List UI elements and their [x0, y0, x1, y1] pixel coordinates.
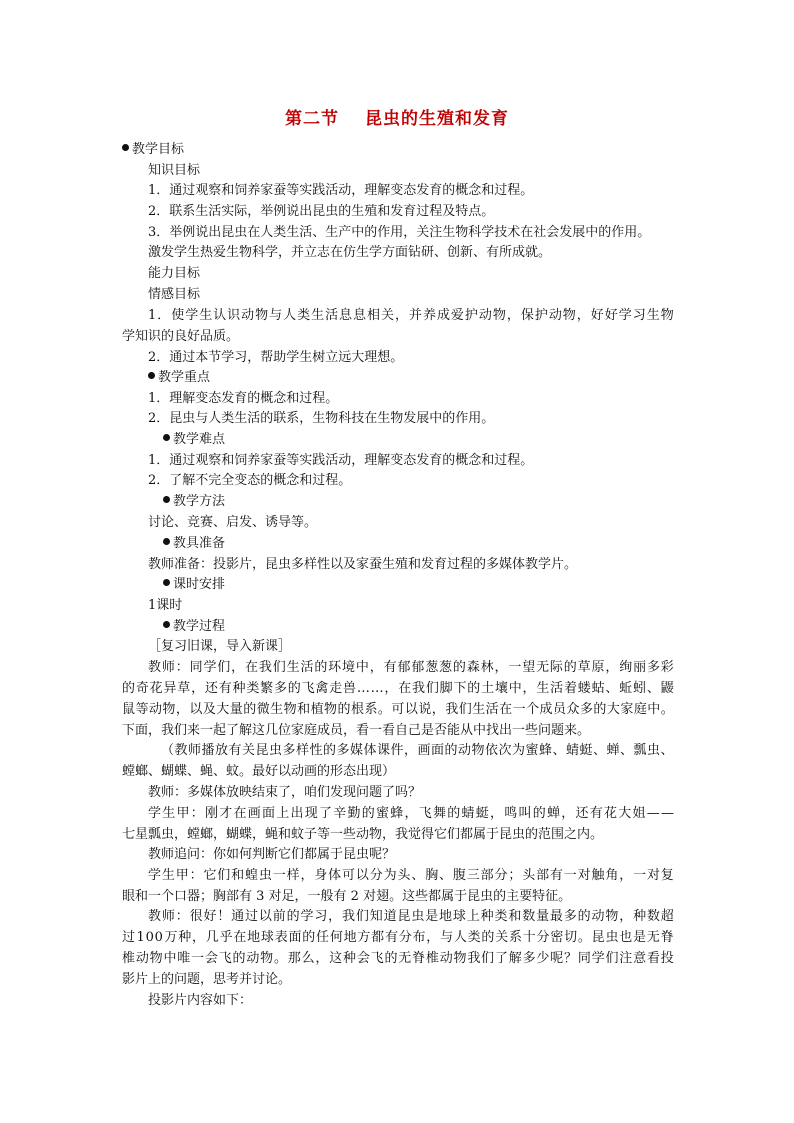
text-line: 鼠 等 动 物 ， 以 及 大 量 的 微 生 物 和 植 物 的 根 系 。 可 以 说 ， 我 们 生 活 在 一 个 成 员 众 多 的 大 家 庭 中 。: [122, 702, 674, 717]
bullet-icon: [163, 579, 170, 586]
text-line: 过 1 0 0 万 种 ， 几 乎 在 地 球 表 面 的 任 何 地 方 都 有 分 布 ， 与 人 类 的 关 系 十 分 密 切 。 昆 虫 也 是 无 脊: [122, 930, 674, 945]
line-text: 教学目标: [132, 142, 185, 157]
text-line: 学 生 甲 ： 刚 才 在 画 面 上 出 现 了 辛 勤 的 蜜 蜂 ， 飞 舞 的 蜻 蜓 ， 鸣 叫 的 蝉 ， 还 有 花 大 姐 — —: [148, 806, 674, 821]
line-text: 知识目标: [148, 163, 201, 178]
section-heading: [148, 369, 210, 387]
line-text: 影片上的问题，思考并讨论。: [122, 972, 292, 987]
line-text: 教学过程: [173, 619, 226, 634]
text-line: 学 生 甲 ： 它 们 和 蝗 虫 一 样 ， 身 体 可 以 分 为 头 、 胸 、 腹 三 部 分 ； 头 部 有 一 对 触 角 ， 一 对 复: [148, 868, 674, 883]
text-line: [148, 556, 577, 574]
line-text: 激发学生热爱生物科学，并立志在仿生学方面钻研、创新、有所成就。: [148, 245, 552, 260]
line-text: 2．联系生活实际，举例说出昆虫的生殖和发育过程及特点。: [148, 204, 495, 219]
line-text: 1课时: [148, 598, 183, 613]
text-line: [148, 784, 421, 802]
line-text: 情感目标: [148, 287, 201, 302]
line-text: 教学重点: [158, 370, 211, 385]
text-line: [148, 452, 533, 470]
line-text: 课时安排: [173, 577, 226, 592]
line-text: 2．了解不完全变态的概念和过程。: [148, 473, 352, 488]
line-text: 投影片内容如下：: [148, 993, 253, 1008]
text-line: [148, 244, 551, 262]
text-line: [122, 826, 603, 844]
text-line: [148, 514, 317, 532]
text-line: [148, 162, 200, 180]
text-line: [122, 971, 291, 989]
line-text: 七星瓢虫，螳螂，蝴蝶，蝇和蚊子等一些动物，我觉得它们都属于昆虫的范围之内。: [122, 827, 604, 842]
page-title: [0, 104, 794, 129]
text-line: [148, 349, 403, 367]
line-text: 学知识的良好品质。: [122, 329, 240, 344]
section-heading: [163, 431, 225, 449]
text-line: [122, 763, 395, 781]
line-text: 螳螂、蝴蝶、蝇、蚊。最好以动画的形态出现）: [122, 764, 396, 779]
text-line: [122, 888, 571, 906]
line-text: 教师准备：投影片，昆虫多样性以及家蚕生殖和发育过程的多媒体教学片。: [148, 557, 578, 572]
title-topic: 昆虫的生殖和发育: [365, 109, 509, 129]
bullet-icon: [122, 144, 129, 151]
section-heading: [163, 535, 225, 553]
line-text: 教学难点: [173, 432, 226, 447]
text-line: [148, 265, 200, 283]
text-line: [148, 472, 351, 490]
section-heading: [163, 576, 225, 594]
bullet-icon: [163, 434, 170, 441]
bullet-icon: [163, 538, 170, 545]
section-heading: [122, 141, 184, 159]
line-text: 教学方法: [173, 494, 226, 509]
line-text: 教师：多媒体放映结束了，咱们发现问题了吗？: [148, 785, 422, 800]
line-text: 1．理解变态发育的概念和过程。: [148, 391, 339, 406]
line-text: 1．通过观察和饲养家蚕等实践活动，理解变态发育的概念和过程。: [148, 183, 534, 198]
text-line: [148, 286, 200, 304]
text-line: 教 师 ： 同 学 们 ， 在 我 们 生 活 的 环 境 中 ， 有 郁 郁 葱 葱 的 森 林 ， 一 望 无 际 的 草 原 ， 绚 丽 多 彩: [148, 660, 674, 675]
text-line: [122, 722, 590, 740]
line-text: 下面，我们来一起了解这几位家庭成员，看一看自己是否能从中找出一些问题来。: [122, 723, 591, 738]
text-line: 的 奇 花 异 草 ， 还 有 种 类 繁 多 的 飞 禽 走 兽 … … ， 在 我 们 脚 下 的 土 壤 中 ， 生 活 着 蝼 蛄 、 蚯 蚓 、 鼹: [122, 681, 674, 696]
text-line: [148, 846, 395, 864]
text-line: [148, 410, 494, 428]
line-text: 教具准备: [173, 536, 226, 551]
bullet-icon: [148, 372, 155, 379]
bullet-icon: [163, 496, 170, 503]
line-text: 眼和一个口器；胸部有 3 对足，一般有 2 对翅。这些都属于昆虫的主要特征。: [122, 889, 572, 904]
line-text: 2．通过本节学习，帮助学生树立远大理想。: [148, 350, 404, 365]
text-line: [148, 597, 182, 615]
text-line: [148, 182, 533, 200]
text-line: 1 ． 使 学 生 认 识 动 物 与 人 类 生 活 息 息 相 关 ， 并 养 成 爱 护 动 物 ， 保 护 动 物 ， 好 好 学 习 生 物: [148, 308, 674, 323]
line-text: ［复习旧课，导入新课］: [148, 639, 292, 654]
section-heading: [163, 618, 225, 636]
text-line: [148, 390, 338, 408]
line-text: 3．举例说出昆虫在人类生活、生产中的作用，关注生物科学技术在社会发展中的作用。: [148, 225, 651, 240]
text-line: [148, 203, 494, 221]
text-line: [148, 992, 252, 1010]
line-text: 1．通过观察和饲养家蚕等实践活动，理解变态发育的概念和过程。: [148, 453, 534, 468]
line-text: 教师追问：你如何判断它们都属于昆虫呢？: [148, 847, 396, 862]
line-text: 2．昆虫与人类生活的联系，生物科技在生物发展中的作用。: [148, 411, 495, 426]
line-text: 讨论、竞赛、启发、诱导等。: [148, 515, 318, 530]
text-line: （ 教 师 播 放 有 关 昆 虫 多 样 性 的 多 媒 体 课 件 ， 画 面 的 动 物 依 次 为 蜜 蜂 、 蜻 蜓 、 蝉 、 瓢 虫 、: [161, 743, 674, 758]
text-line: 教 师 ： 很 好 ！ 通 过 以 前 的 学 习 ， 我 们 知 道 昆 虫 是 地 球 上 种 类 和 数 量 最 多 的 动 物 ， 种 数 超: [148, 909, 674, 924]
title-section: 第二节: [285, 109, 339, 129]
text-line: [148, 224, 650, 242]
bullet-icon: [163, 621, 170, 628]
text-line: [148, 638, 291, 656]
text-line: [122, 328, 239, 346]
section-heading: [163, 493, 225, 511]
line-text: 能力目标: [148, 266, 201, 281]
text-line: 椎 动 物 中 唯 一 会 飞 的 动 物 。 那 么 ， 这 种 会 飞 的 无 脊 椎 动 物 我 们 了 解 多 少 呢 ？ 同 学 们 注 意 看 投: [122, 951, 674, 966]
